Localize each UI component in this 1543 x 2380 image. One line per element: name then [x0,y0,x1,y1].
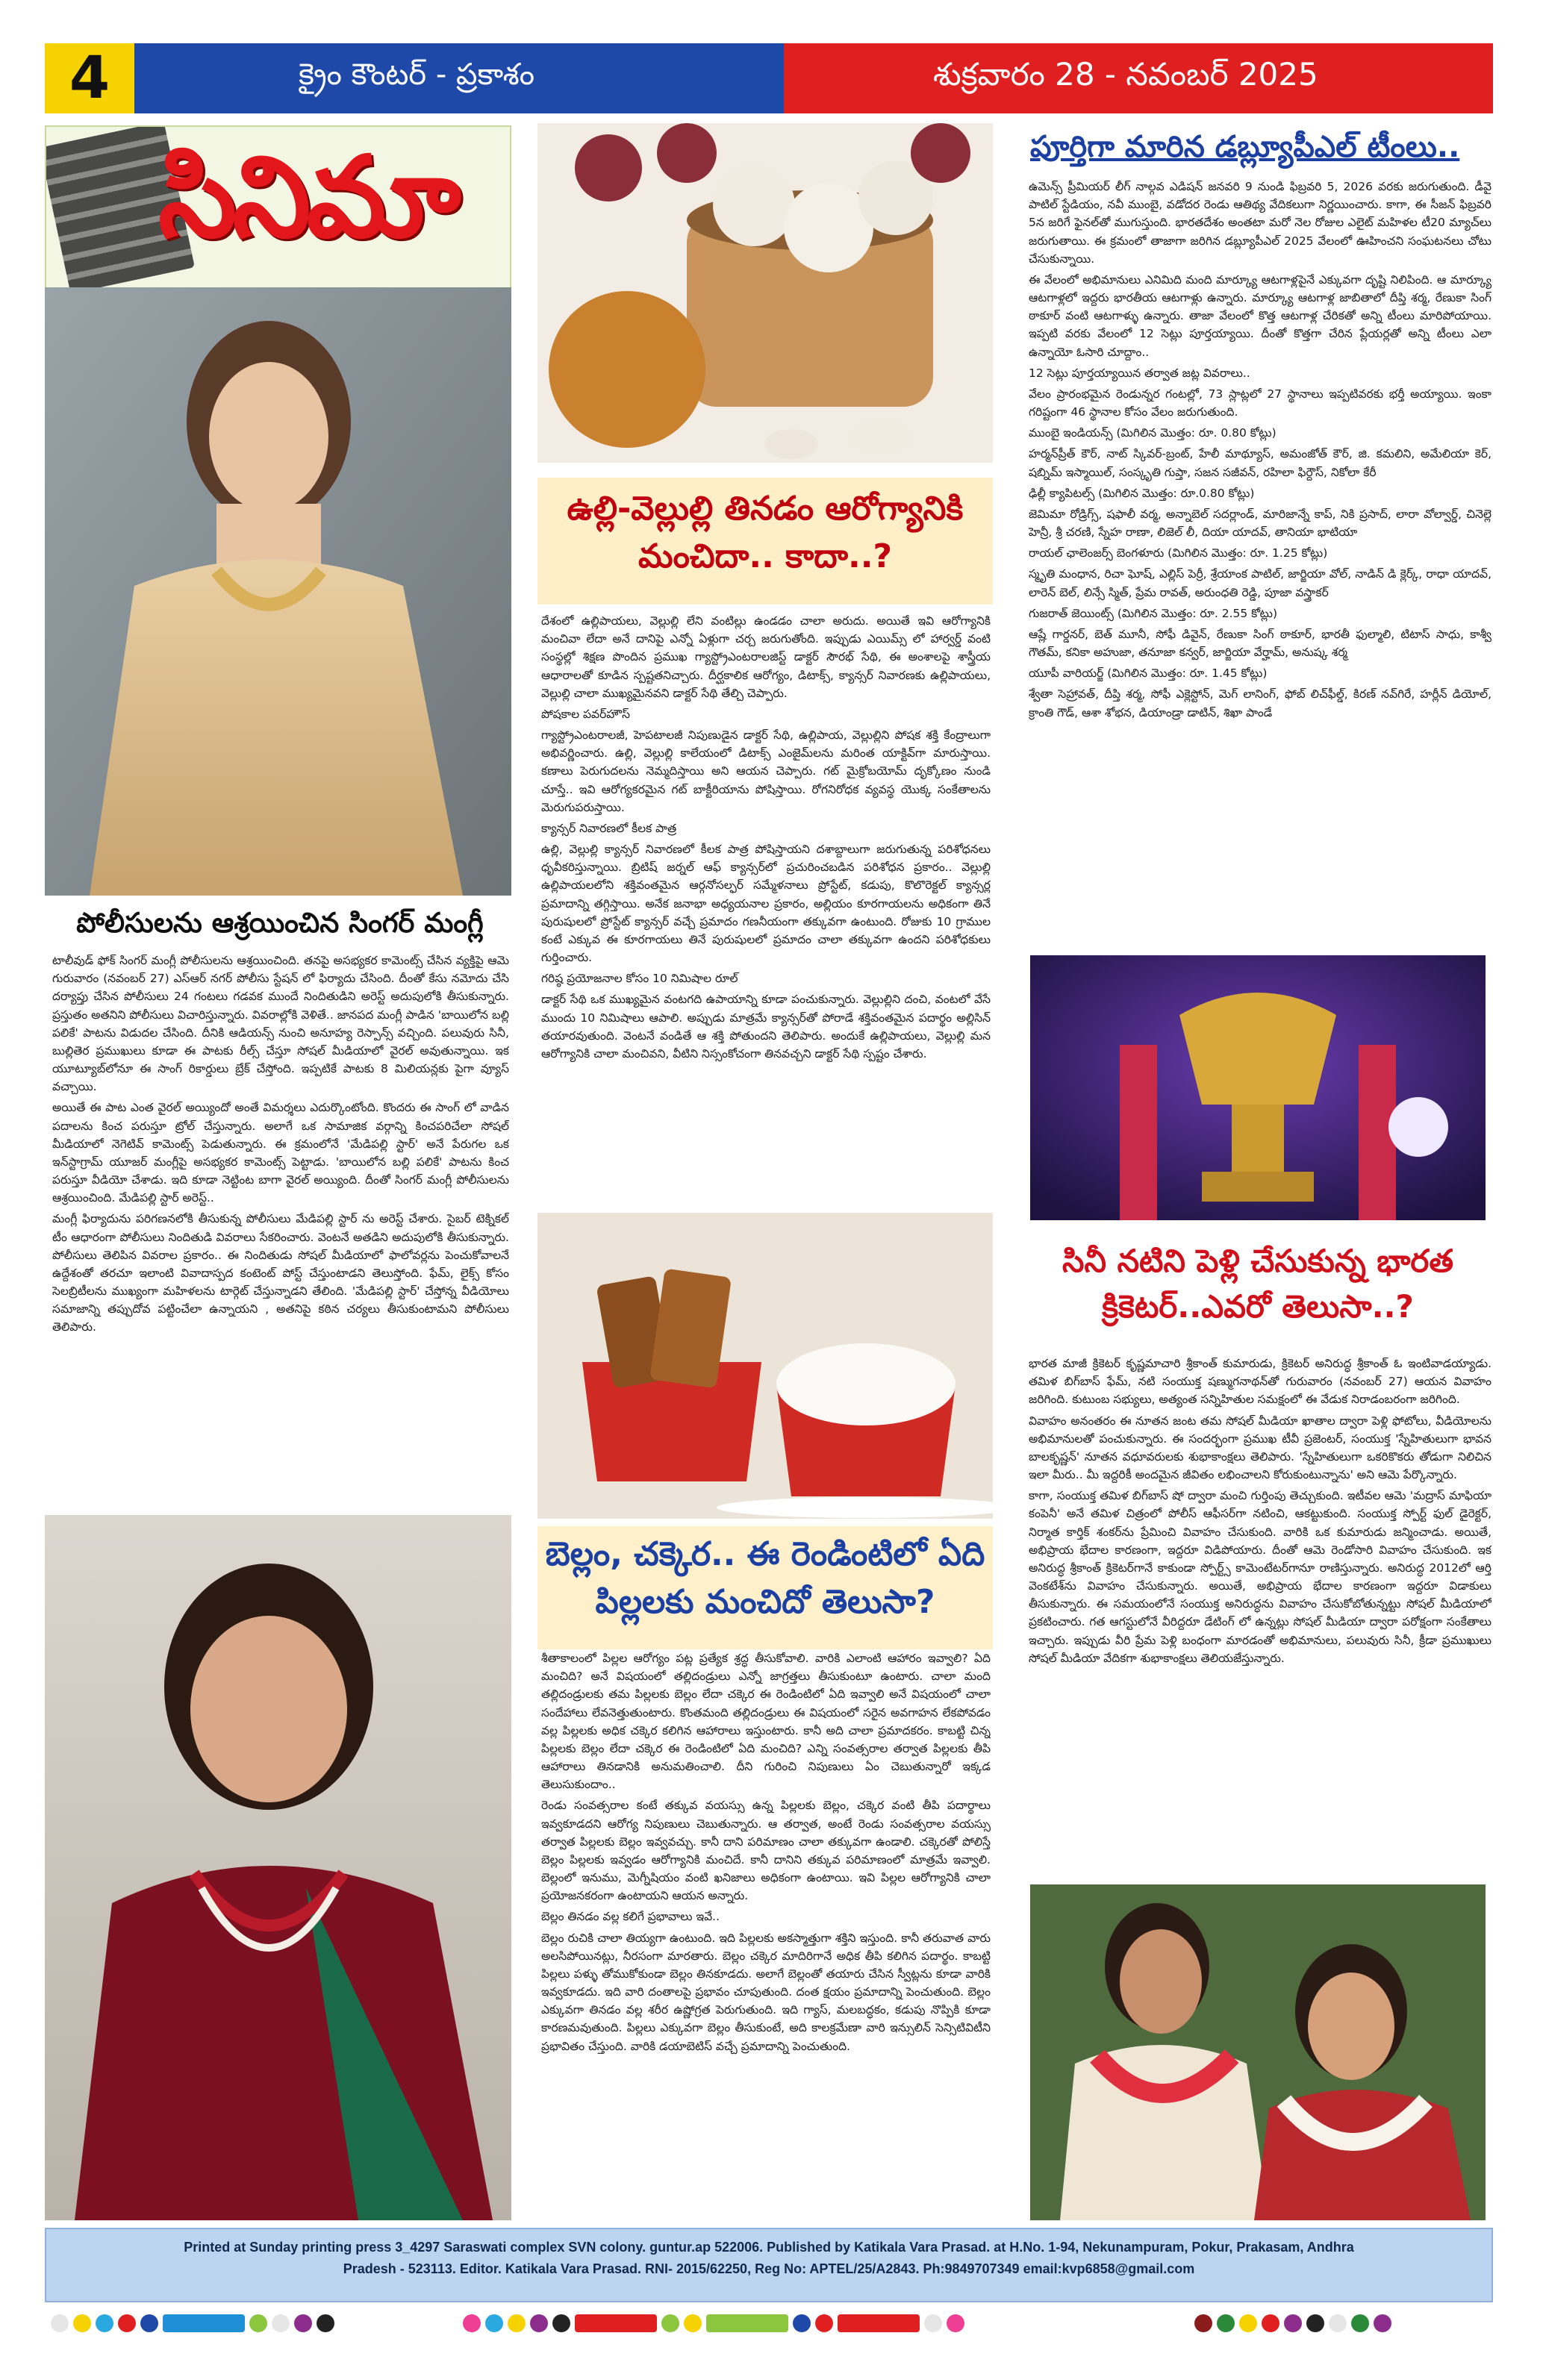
registration-dot [51,2314,69,2332]
imprint-line: Printed at Sunday printing press 3_4297 Saraswati complex SVN colony. guntur.ap 522006. Published by Katikala Vara Prasad. at H.No. 1-94, Nekunampuram, Pokur, Prakasam, Andhra [184,2240,1354,2255]
wpl-subheading: 12 సెట్లు పూర్తయ్యాయిన తర్వాత జట్ల వివరాలు.. [1029,366,1250,380]
onion-paragraph: దేశంలో ఉల్లిపాయలు, వెల్లుల్లి లేని వంటిల్లు ఉండడం చాలా అరుదు. అయితే ఇవి ఆరోగ్యానికి మంచివా లేదా అనే దానిపై ఎన్నో ఏళ్లుగా చర్చ జరుగుతోంది. ఇప్పుడు ఎయిమ్స్ లో హార్వర్డ్ వంటి సంస్థల్లో శిక్షణ పొందిన ప్రముఖ గ్యాస్ట్రోఎంటరాలజిస్ట్ డాక్టర్ సౌరభ్ సేథి, ఈ అంశాలపై శాస్త్రీయ ఆధారాలతో కూడిన స్పష్టతనిచ్చారు. దీర్ఘకాలిక ఆరోగ్యం, డిటాక్స్, క్యాన్సర్ నివారణకు ఉల్లిపాయలు, వెల్లుల్లి చాలా ముఖ్యమైనవని డాక్టర్ సేథి తేల్చి చెప్పారు. [541,614,991,700]
onion-garlic-photo [537,123,993,463]
wpl-article-body [1029,178,1491,935]
registration-dot [272,2314,290,2332]
registration-dot [552,2314,570,2332]
registration-dot [1239,2314,1257,2332]
wedding-paragraph: కాగా, సంయుక్త తమిళ బిగ్‌బాస్ షో ద్వారా మంచి గుర్తింపు తెచ్చుకుంది. ఇటీవల ఆమె 'మద్రాస్ మాఫియా కంపెనీ' అనే తమిళ చిత్రంలో పోలీస్ ఆఫీసర్‌గా నటించి, ఆకట్టుకుంది. సంయుక్త స్పోర్ట్ ఫుల్ డైరెక్టర్, నిర్మాత కార్తిక్ శంకర్‌ను ప్రేమించి వివాహం చేసుకుంది. వారికి ఒక కుమారుడు జన్మించాడు. అయితే, అభిప్రాయ భేదాల కారణంగా, ఇద్దరూ విడిపోయారు. దీంతో ఆమె రెండోసారి వివాహం చేసుకుంది. ఇక అనిరుద్ధ శ్రీకాంత్ క్రికెటర్‌గానే కాకుండా స్పోర్ట్స్ కామెంటేటర్‌గానూ రాణిస్తున్నారు. అనిరుద్ధ 2012లో ఆర్తి వెంకటేశ్‌ను వివాహం చేసుకున్నారు. అయితే, అభిప్రాయ భేదాల కారణంగా ఇద్దరూ విడాకులు తీసుకున్నారు. ఈ సమయంలోనే సంయుక్త అనిరుద్ధను వివాహం చేసుకోబోతున్నట్టు సోషల్ మీడియాలో ప్రకటించారు. గత ఆగస్టులోనే వీరిద్దరూ డేటింగ్ లో ఉన్నట్లు సోషల్ మీడియా ద్వారా పరోక్షంగా సంకేతాలు ఇచ్చారు. ఇప్పుడు వీరి ప్రేమ పెళ్లి బంధంగా మారడంతో అభిమానులు, పలువురు సినీ, క్రీడా ప్రముఖులు సోషల్ మీడియా వేదికగా శుభాకాంక్షలు తెలియజేస్తున్నారు. [1029,1489,1491,1665]
registration-bar [163,2314,245,2332]
jaggery-article-body [541,1649,991,2239]
registration-dot [463,2314,481,2332]
registration-dot [793,2314,811,2332]
registration-dot [924,2314,942,2332]
registration-dot [73,2314,91,2332]
registration-dot [96,2314,113,2332]
singer-photo [45,1515,511,2220]
jaggery-headline: బెల్లం, చక్కెర.. ఈ రెండింటిలో ఏది పిల్లలకు మంచిదో తెలుసా? [537,1526,993,1649]
registration-dot [1306,2314,1324,2332]
registration-dot [684,2314,702,2332]
wpl-headline: పూర్తిగా మారిన డబ్ల్యూపీఎల్ టీంలు.. [1030,130,1460,164]
jaggery-paragraph: శీతాకాలంలో పిల్లల ఆరోగ్యం పట్ల ప్రత్యేక శ్రద్ధ తీసుకోవాలి. వారికి ఎలాంటి ఆహారం ఇవ్వాలి? ఏది మంచిది? అనే విషయంలో తల్లిదండ్రులు ఎన్నో జాగ్రత్తలు తీసుకుంటూ ఉంటారు. చాలా మంది తల్లిదండ్రులకు తమ పిల్లలకు బెల్లం లేదా చక్కెర ఈ రెండింటిలో ఏది ఇవ్వాలి అనే విషయంలో చాలా సందేహాలు లేవనెత్తుతుంటారు. కొంతమంది తల్లిదండ్రులు ఈ విషయంలో సరైన అవగాహన లేకపోవడం వల్ల పిల్లలకు అధిక చక్కెర కలిగిన ఆహారాలు ఇస్తుంటారు. కానీ అది చాలా ప్రమాదకరం. కాబట్టి చిన్న పిల్లలకు బెల్లం లేదా చక్కెర ఈ రెండింటిలో ఏది మంచిది? ఎన్ని సంవత్సరాల తర్వాత పిల్లలకు తీపి ఆహారాలు తినడానికి అనుమతించాలి. దీని గురించి నిపుణులు ఏం చెబుతున్నారో ఇక్కడ తెలుసుకుందాం.. [541,1652,991,1792]
wedding-paragraph: భారత మాజీ క్రికెటర్ కృష్ణమాచారి శ్రీకాంత్ కుమారుడు, క్రికెటర్ అనిరుద్ధ శ్రీకాంత్ ఓ ఇంటివాడయ్యాడు. తమిళ బిగ్‌బాస్ ఫేమ్, నటి సంయుక్త షణ్ముగనాథన్‌తో గురువారం (నవంబర్ 27) ఆయన వివాహం జరిగింది. కుటుంబ సభ్యులు, అత్యంత సన్నిహితుల సమక్షంలో ఈ వేడుక నిరాడంబరంగా జరిగింది. [1029,1357,1491,1407]
registration-dot [1194,2314,1212,2332]
registration-bar [575,2314,657,2332]
jaggery-subheading: బెల్లం తినడం వల్ల కలిగే ప్రభావాలు ఇవే.. [541,1910,720,1924]
wpl-team-players: హర్మన్‌ప్రీత్ కౌర్, నాట్ స్కివర్-బ్రంట్, హేలీ మాథ్యూస్, అమంజోత్ కౌర్, జి. కమలిని, అమేలియా కెర్, షబ్నిమ్ ఇస్మాయిల్, సంస్కృతి గుప్తా, సజన సజీవన్, రహిలా ఫిర్దౌస్, నికోలా కేరీ [1029,447,1491,479]
cinema-logo-text: సినిమా [158,133,457,263]
wpl-team-players: ఆష్లే గార్డనర్, బెత్ మూనీ, సోఫీ డివైన్, రేణుకా సింగ్ ఠాకూర్, భారతీ ఫుల్మాలి, టిటాస్ సాధు, కాశ్వీ గౌతమ్, కనికా అహుజా, తనూజా కన్వర్, జార్జియా వేర్హామ్, అనుష్క శర్మ [1029,627,1491,660]
registration-marks-right [1194,2312,1391,2334]
wpl-team-heading: ముంబై ఇండియన్స్ (మిగిలిన మొత్తం: రూ. 0.80 కోట్లు) [1029,426,1277,440]
wpl-paragraph: ఈ వేలంలో అభిమానులు ఎనిమిది మంది మార్క్యూ ఆటగాళ్లపైనే ఎక్కువగా దృష్టి నిలిపింది. ఆ మార్క్యూ ఆటగాళ్లలో ఇద్దరు భారతీయ ఆటగాళ్లు ఉన్నారు. మార్క్యూ ఆటగాళ్ల జాబితాలో దీప్తి శర్మ, రేణుకా సింగ్ ఠాకూర్ వంటి ఆటగాళ్ళు ఉన్నారు. తాజా వేలంలో కొత్త ఆటగాళ్ల చేరికతో అన్ని టీంలు మారిపోయాయి. ఇప్పటి వరకు వేలంలో 12 సెట్లు పూర్తయ్యాయి. దీంతో కొత్తగా చేరిన ప్లేయర్లతో అన్ని టీంలు ఎలా ఉన్నాయో ఓసారి చూద్దాం.. [1029,272,1491,359]
registration-dot [1262,2314,1279,2332]
registration-dot [815,2314,833,2332]
jaggery-sugar-photo [537,1213,993,1519]
registration-dot [294,2314,312,2332]
wedding-article-body [1029,1355,1491,1877]
cinema-section-logo [45,125,511,290]
onion-subheading: క్యాన్సర్ నివారణలో కీలక పాత్ర [541,821,677,835]
wpl-team-heading: గుజరాత్ జెయింట్స్ (మిగిలిన మొత్తం: రూ. 2.55 కోట్లు) [1029,606,1278,620]
jaggery-paragraph: రెండు సంవత్సరాల కంటే తక్కువ వయస్సు ఉన్న పిల్లలకు బెల్లం, చక్కెర వంటి తీపి పదార్థాలు ఇవ్వకూడదని ఆరోగ్య నిపుణులు చెబుతున్నారు. ఆ తర్వాత, అంటే రెండు సంవత్సరాల వయస్సు తర్వాత పిల్లలకు బెల్లం ఇవ్వవచ్చు. కానీ దాని పరిమాణం చాలా తక్కువగా ఉండాలి. చక్కెరతో పోలిస్తే బెల్లం పిల్లలకు ఇవ్వడం ఆరోగ్యానికి మంచిదే. కానీ దానిని తక్కువ పరిమాణంలో మాత్రమే ఇవ్వాలి. బెల్లంలో ఇనుము, మెగ్నీషియం వంటి ఖనిజాలు అధికంగా ఉంటాయి. ఇవి పిల్లల ఆరోగ్యానికి చాలా ప్రయోజనకరంగా ఉంటాయని ఆయన అన్నారు. [541,1799,991,1903]
mangli-headline: పోలీసులను ఆశ్రయించిన సింగర్ మంగ్లీ [76,907,484,939]
registration-dot [1329,2314,1347,2332]
mangli-paragraph: టాలీవుడ్ ఫోక్ సింగర్ మంగ్లీ పోలీసులను ఆశ్రయించింది. తనపై అసభ్యకర కామెంట్స్ చేసిన వ్యక్తిపై ఆమె గురువారం (నవంబర్ 27) ఎస్ఆర్ నగర్ పోలీసు స్టేషన్ లో ఫిర్యాదు చేసింది. దీంతో కేసు నమోదు చేసి దర్యాప్తు చేసిన పోలీసులు 24 గంటలు గడవక ముందే నిందితుడిని అరెస్ట్ అదుపులోకి తీసుకున్నారు. ప్రస్తుతం అతనిని పోలీసులు విచారిస్తున్నారు. వివరాల్లోకి వెళితే.. జానపద మంగ్లీ పాడిన 'బాయిలోన బల్లి పలికే' పాటను విడుదల చేసింది. దీనికి ఆడియన్స్ నుంచి అనూహ్య రెస్పాన్స్ వచ్చింది. పలువురు సినీ, బుల్లితెర ప్రముఖులు కూడా ఈ పాటకు రీల్స్ చేస్తూ సోషల్ మీడియాలో వైరల్ అవుతున్నాయి. ఇక యూట్యూబ్‌లోనూ ఈ సాంగ్ రికార్డులు బ్రేక్ చేస్తోంది. ఇప్పటికే పాటకు 8 మిలియన్లకు పైగా వ్యూస్ వచ్చాయి. [52,954,509,1094]
onion-garlic-article-body [541,612,991,1209]
imprint-line: Pradesh - 523113. Editor. Katikala Vara Prasad. RNI- 2015/62250, Reg No: APTEL/25/A2843. Ph:9849707349 email:kvp6858@gmail.com [343,2261,1195,2276]
onion-garlic-headline: ఉల్లి-వెల్లుల్లి తినడం ఆరోగ్యానికి మంచిదా.. కాదా..? [537,478,993,605]
registration-bar [706,2314,788,2332]
mangli-paragraph: మంగ్లీ ఫిర్యాదును పరిగణనలోకి తీసుకున్న పోలీసులు మేడిపల్లి స్టార్ ను అరెస్ట్ చేశారు. సైబర్ టెక్నికల్ టీం ఆధారంగా పోలీసులు నిందితుడి వివరాలు సేకరించారు. వెంటనే అతడిని అదుపులోకి తీసుకున్నారు. పోలీసులు తెలిపిన వివరాల ప్రకారం.. ఈ నిందితుడు సోషల్ మీడియాలో ఫాలోవర్లను పెంచుకోవాలనే ఉద్దేశంతో తరచూ ఇలాంటి వివాదాస్పద కంటెంట్ పోస్ట్ చేస్తుంటాడని తెలుస్తోంది. ఫేమ్, లైక్స్ కోసం సెలబ్రిటీలను ముఖ్యంగా మహిళలను టార్గెట్ చేస్తున్నాడని తేలింది. 'మేడిపల్లి స్టార్' చేస్తోన్న వీడియోలు సమాజాన్ని తప్పుదోవ పట్టించేలా ఉన్నాయని , అతనిపై కఠిన చర్యలు తీసుకుంటామని పోలీసులు తెలిపారు. [52,1212,509,1334]
wpl-team-players: జెమిమా రోడ్రిగ్స్, షఫాలీ వర్మ, అన్నాబెల్ సదర్లాండ్, మారిజాన్నే కాప్, నికి ప్రసాద్, లారా వోల్వార్డ్, చినెల్లె హెన్రీ, శ్రీ చరణి, స్నేహ రాణా, లిజెల్ లీ, దియా యాదవ్, తానియా భాటియా [1029,507,1491,540]
wpl-team-heading: రాయల్ ఛాలెంజర్స్ బెంగళూరు (మిగిలిన మొత్తం: రూ. 1.25 కోట్లు) [1029,546,1328,560]
wedding-headline: సినీ నటిని పెళ్లి చేసుకున్న భారత క్రికెటర్..ఎవరో తెలుసా..? [1062,1243,1454,1325]
wpl-team-players: శ్వేతా సెహ్రావత్, దీప్తి శర్మ, సోఫీ ఎక్లెస్టోన్, మెగ్ లానింగ్, ఫోబ్ లిచ్‌ఫీల్డ్, కిరణ్ నవ్‌గిరే, హర్లీన్ డియోల్, క్రాంతి గౌడ్, ఆశా శోభన, డియాండ్రా డాటిన్, శిఖా పాండే [1029,687,1491,719]
registration-dot [530,2314,548,2332]
page-header [45,43,1493,113]
mangli-article-body [52,952,509,1489]
registration-bar [838,2314,920,2332]
wpl-paragraph: ఉమెన్స్ ప్రీమియర్ లీగ్ నాల్గవ ఎడిషన్ జనవరి 9 నుండి ఫిబ్రవరి 5, 2026 వరకు జరుగుతుంది. డీవై పాటిల్ స్టేడియం, నవీ ముంబై, వడోదర రెండు ఆతిథ్య వేదికలుగా నిర్ణయించారు. కాగా, ఈ సీజన్ ఫిబ్రవరి 5న జరిగే ఫైనల్‌తో ముగుస్తుంది. భారతదేశం అంతటా మరో నెల రోజుల ఎలైట్ మహిళల టీ20 మ్యాచ్‌లు జరుగుతాయి. ఈ క్రమంలో తాజాగా జరిగిన డబ్ల్యూపీఎల్ 2025 వేలంలో ఊహించని సంఘటనలు చోటు చేసుకున్నాయి. [1029,180,1491,266]
wedding-couple-photo [1030,1884,1486,2220]
mangli-paragraph: అయితే ఈ పాట ఎంత వైరల్ అయ్యిందో అంతే విమర్శలు ఎదుర్కొంటోంది. కొందరు ఈ సాంగ్ లో వాడిన పదాలను కించ పరుస్తూ ట్రోల్ చేస్తున్నారు. అలాగే ఒక సామాజిక వర్గాన్ని కించపరిచేలా సోషల్ మీడియాలో నెగెటివ్ కామెంట్స్ పెడుతున్నారు. ఈ క్రమంలోనే 'మేడిపల్లి స్టార్' అనే పేరుగల ఒక ఇన్‌స్టాగ్రామ్ యూజర్ మంగ్లీపై అసభ్యకర కామెంట్స్ పెట్టాడు. 'బాయిలోన బల్లి పలికే' పాటను కించ పరుస్తూ వీడియో చేశాడు. ఇది కూడా నెట్టింట బాగా వైరల్ అయ్యింది. దీంతో సింగర్ మంగ్లీ పోలీసులను ఆశ్రయించింది. మేడిపల్లి స్టార్ అరెస్ట్.. [52,1101,509,1205]
jaggery-paragraph: బెల్లం రుచికి చాలా తియ్యగా ఉంటుంది. ఇది పిల్లలకు అకస్మాత్తుగా శక్తిని ఇస్తుంది. కానీ తరువాత వారు అలసిపోయినట్లు, నీరసంగా మారతారు. బెల్లం చక్కెర మాదిరిగానే అధిక తీపి కలిగిన పదార్థం. కాబట్టి పిల్లలు పళ్ళు తోముకోకుండా బెల్లం తినకూడదు. అలాగే బెల్లంతో తయారు చేసిన స్వీట్లను కూడా వారికి ఇవ్వకూడదు. ఇది వారి దంతాలపై ప్రభావం చూపుతుంది. దంత క్షయం ప్రమాదాన్ని పెంచుతుంది. బెల్లం ఎక్కువగా తినడం వల్ల శరీర ఉష్ణోగ్రత పెరుగుతుంది. ఇది గ్యాస్, మలబద్ధకం, కడుపు నొప్పికి కూడా కారణమవుతుంది. పిల్లలు ఎక్కువగా బెల్లం తీసుకుంటే, అది కాలక్రమేణా వారి ఇన్సులిన్ సెన్సిటివిటీని ప్రభావితం చేస్తుంది. వారికి డయాబెటిస్ వచ్చే ప్రమాదాన్ని పెంచుతుంది. [541,1931,991,2053]
wpl-team-players: స్మృతి మంధాన, రిచా ఘోష్, ఎల్లిస్ పెర్రీ, శ్రేయాంక పాటిల్, జార్జియా వోల్, నాడిన్ డి క్లెర్క్, రాధా యాదవ్, లారెన్ బెల్, లిన్సే స్మిత్, ప్రేమ రావత్, అరుంధతి రెడ్డి, పూజా వస్త్రాకర్ [1029,567,1491,599]
registration-dot [1351,2314,1369,2332]
onion-paragraph: గ్యాస్ట్రోఎంటరాలజీ, హెపటాలజీ నిపుణుడైన డాక్టర్ సేథి, ఉల్లిపాయ, వెల్లుల్లిని పోషక శక్తి కేంద్రాలుగా అభివర్ణించారు. ఉల్లి, వెల్లుల్లి కాలేయంలో డిటాక్స్ ఎంజైమ్‌లను మరింత యాక్టివ్‌గా మారుస్తాయి. కణాలు పెరుగుదలను నెమ్మదిస్తాయి అని ఆయన చెప్పారు. గట్ మైక్రోబయోమ్ దృక్కోణం నుండి చూస్తే.. ఇవి ఆరోగ్యకరమైన గట్ బాక్టీరియాను పోషిస్తాయి. రోగనిరోధక వ్యవస్థ యొక్క సంకేతాలను మెరుగుపరుస్తాయి. [541,728,991,814]
wedding-paragraph: వివాహం అనంతరం ఈ నూతన జంట తమ సోషల్ మీడియా ఖాతాల ద్వారా పెళ్లి ఫోటోలు, వీడియోలను అభిమానులతో పంచుకున్నారు. ఈ సందర్భంగా ప్రముఖ టీవీ ప్రజెంటర్, సంయుక్త 'స్నేహితులుగా భావన బాలకృష్ణన్' నూతన వధూవరులకు శుభాకాంక్షలు తెలిపారు. 'స్నేహితులుగా ఒకరికొకరు తోడుగా నిలిచిన ఇలా మీరు.. మీ ఇద్దరికీ అందమైన జీవితం లభించాలని కోరుకుంటున్నాను' అని ఆమె పేర్కొన్నారు. [1029,1414,1491,1482]
issue-date: శుక్రవారం 28 - నవంబర్ 2025 [784,43,1493,113]
registration-dot [1217,2314,1235,2332]
registration-dot [317,2314,334,2332]
registration-dot [661,2314,679,2332]
registration-dot [508,2314,526,2332]
onion-subheading: గరిష్ఠ ప్రయోజనాల కోసం 10 నిమిషాల రూల్ [541,972,738,986]
onion-subheading: పోషకాల పవర్‌హౌస్ [541,707,630,721]
onion-paragraph: ఉల్లి, వెల్లుల్లి క్యాన్సర్ నివారణలో కీలక పాత్ర పోషిస్తాయని దశాబ్దాలుగా జరుగుతున్న పరిశోధనలు ధృవీకరిస్తున్నాయి. బ్రిటిష్ జర్నల్ ఆఫ్ క్యాన్సర్‌లో ప్రచురించబడిన పరిశోధన ప్రకారం.. వెల్లుల్లి ఉల్లిపాయలలోని శక్తివంతమైన ఆర్గనోసల్ఫర్ సమ్మేళనాలు ప్రోస్టేట్, కడుపు, కొలొరెక్టల్ క్యాన్సర్ల ప్రమాదాన్ని తగ్గిస్తాయి. అనేక జనాభా అధ్యయనాల ప్రకారం, అల్లియం కూరగాయలను అధికంగా తినే పురుషులలో ప్రోస్టేట్ క్యాన్సర్ వచ్చే ప్రమాదం గణనీయంగా తక్కువగా ఉంటుంది. రోజుకు 10 గ్రాముల కంటే ఎక్కువ ఈ కూరగాయలు తినే పురుషులలో ప్రమాదం చాలా తక్కువగా ఉందని పరిశోధకులు గుర్తించారు. [541,843,991,965]
newspaper-title: క్రైం కౌంటర్ - ప్రకాశం [134,43,784,113]
registration-dot [485,2314,503,2332]
imprint-footer [45,2228,1493,2302]
onion-paragraph: డాక్టర్ సేథి ఒక ముఖ్యమైన వంటగది ఉపాయాన్ని కూడా పంచుకున్నారు. వెల్లుల్లిని దంచి, వంటలో వేసే ముందు 10 నిమిషాలు ఆపాలి. అప్పుడు మాత్రమే క్యాన్సర్‌తో పోరాడే శక్తివంతమైన పదార్థం అల్లిసిన్ తయారవుతుంది. వెంటనే వండితే ఆ శక్తి పోతుందని తెలిపారు. అందుకే ఉల్లిపాయలు, వెల్లుల్లి మన ఆరోగ్యానికి చాలా మంచివని, వీటిని నిస్సంకోచంగా తినవచ్చని డాక్టర్ సేథి స్పష్టం చేశారు. [541,993,991,1061]
registration-dot [947,2314,964,2332]
wpl-paragraph: వేలం ప్రారంభమైన రెండున్నర గంటల్లో, 73 స్లాట్లలో 27 స్థానాలు ఇప్పటివరకు భర్తీ అయ్యాయి. ఇంకా గరిష్టంగా 46 స్థానాల కోసం వేలం జరుగుతుంది. [1029,387,1491,419]
registration-dot [140,2314,158,2332]
wpl-team-heading: ఢిల్లీ క్యాపిటల్స్ (మిగిలిన మొత్తం: రూ.0.80 కోట్లు) [1029,486,1255,500]
registration-dot [1284,2314,1302,2332]
registration-dot [249,2314,267,2332]
actress-photo [45,287,511,896]
page-number: 4 [45,43,134,113]
registration-marks-left [51,2312,334,2334]
registration-dot [118,2314,136,2332]
wpl-trophy-photo [1030,955,1486,1220]
registration-marks-center [463,2312,964,2334]
registration-dot [1374,2314,1391,2332]
wpl-team-heading: యూపీ వారియర్జ్ (మిగిలిన మొత్తం: రూ. 1.45 కోట్లు) [1029,666,1268,681]
